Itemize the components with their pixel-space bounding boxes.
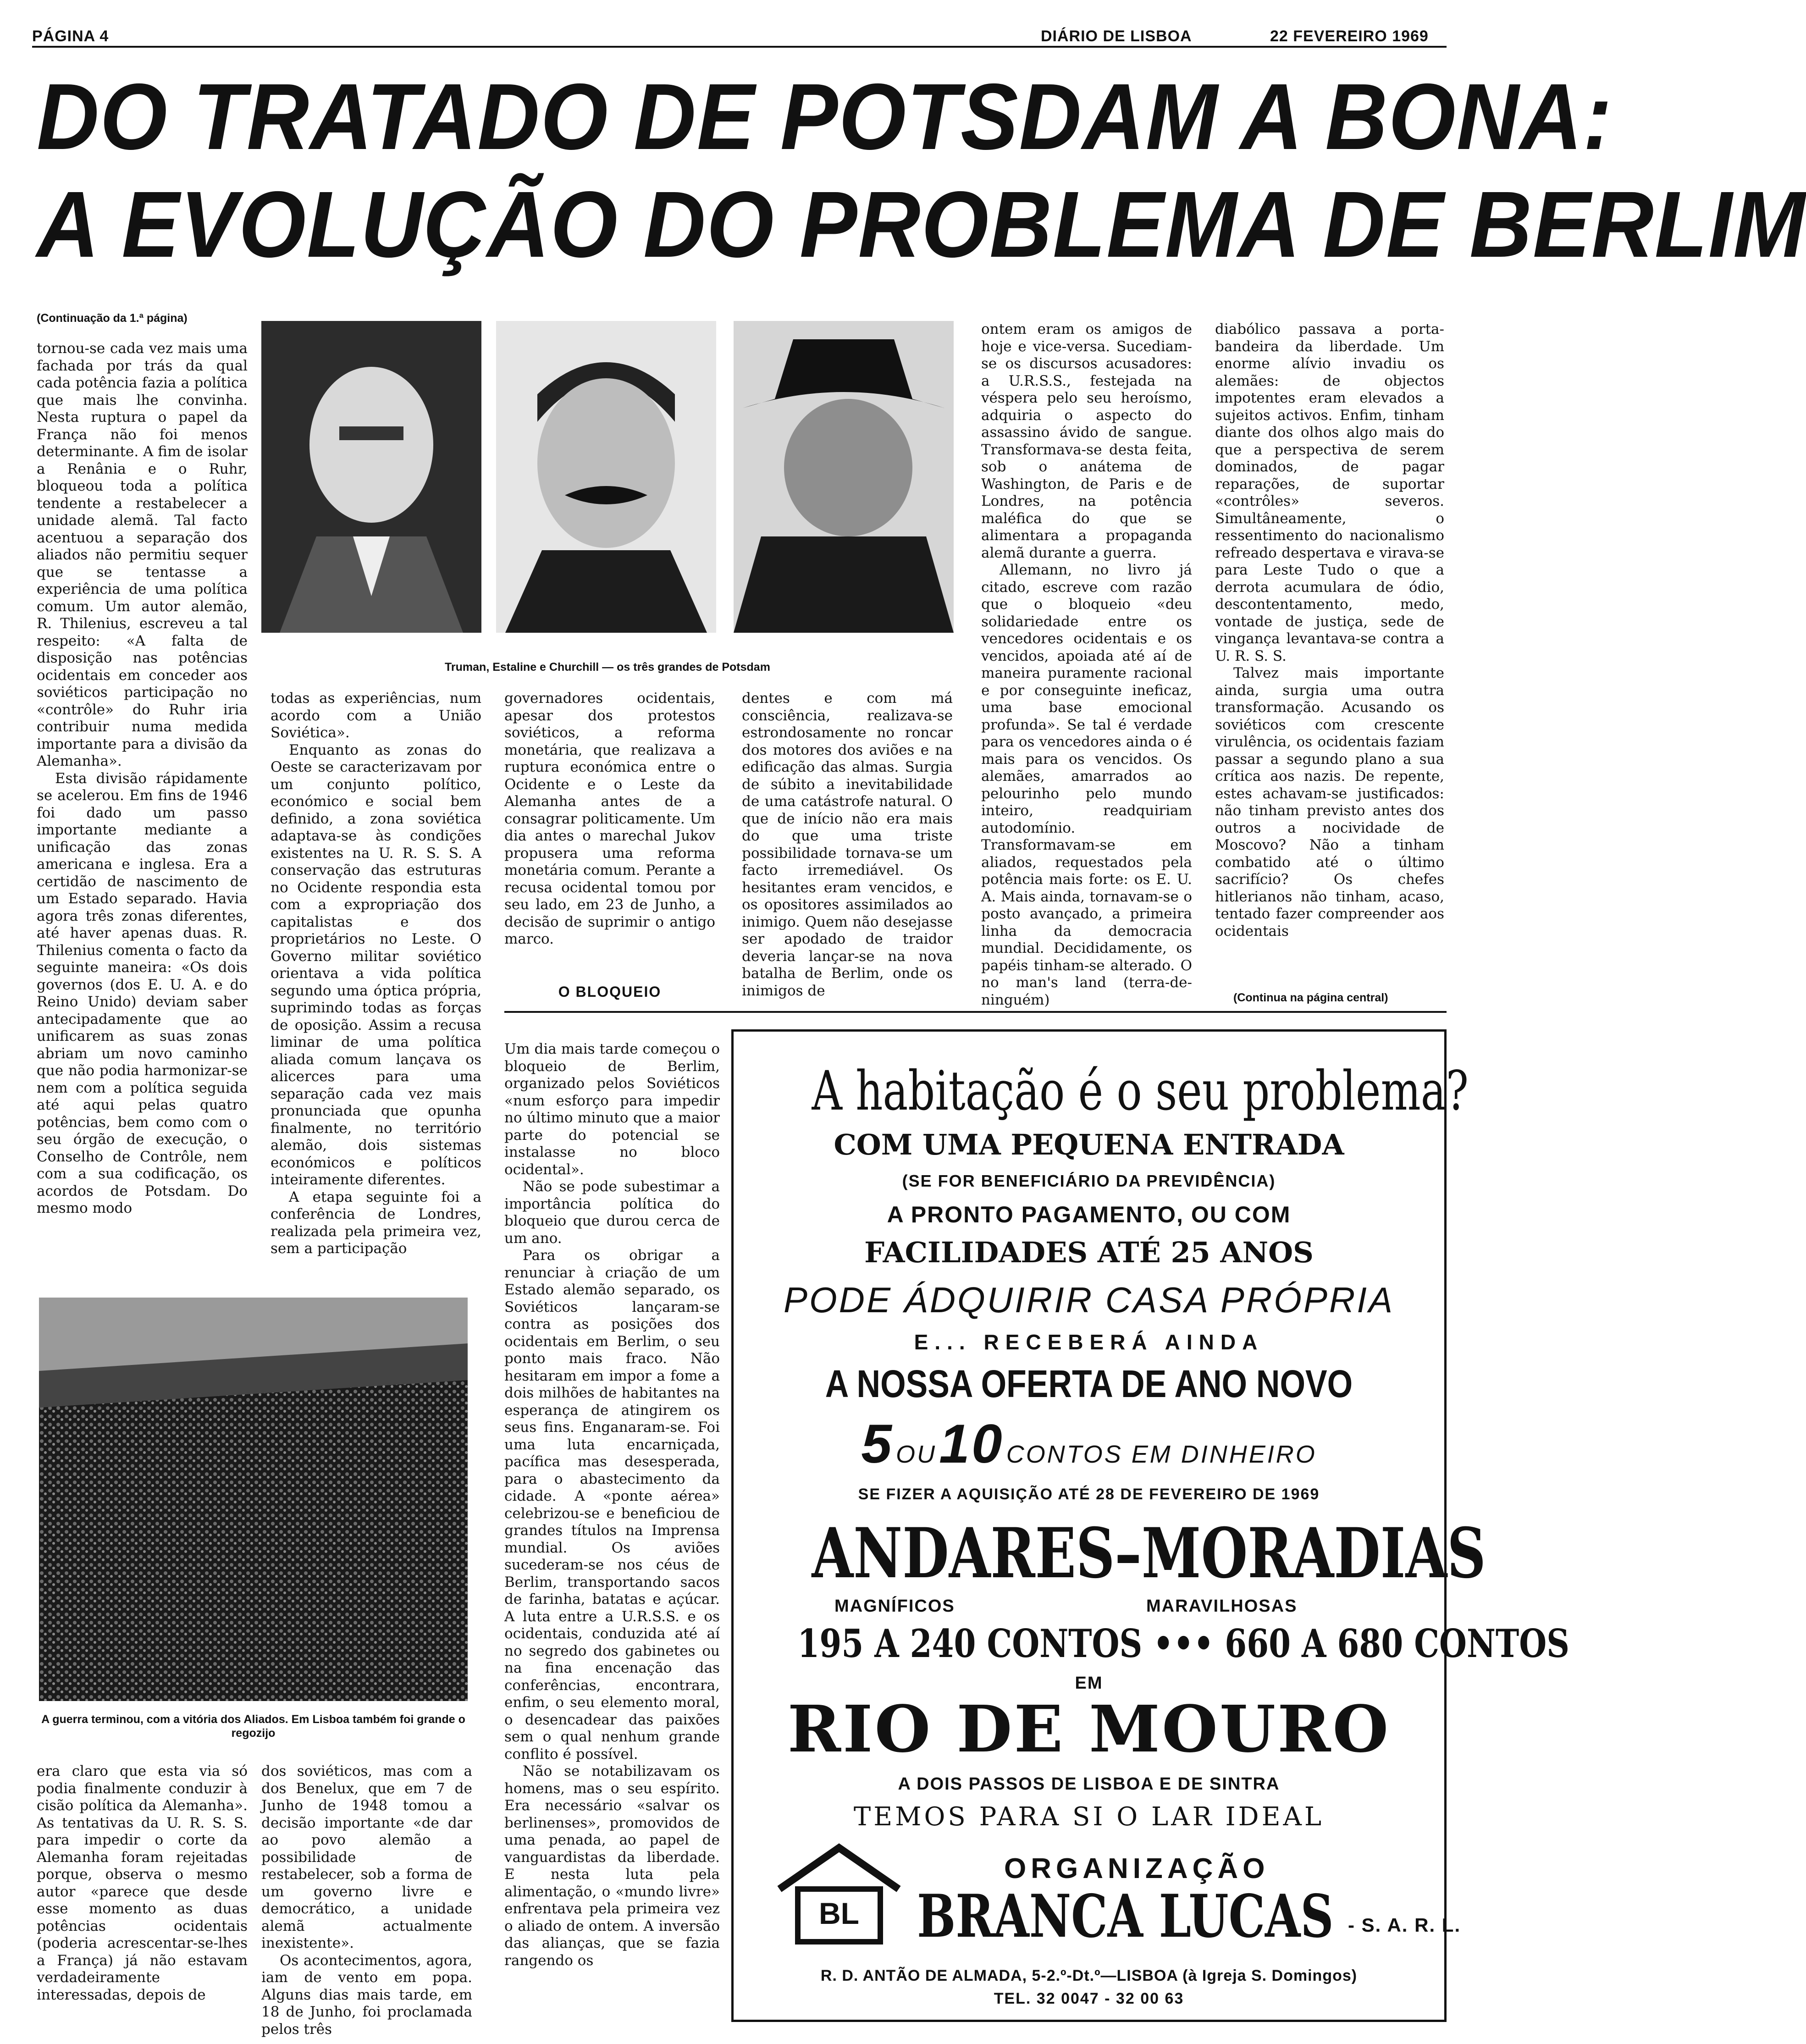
crowd-image [39,1298,468,1701]
ad-maravilhosas: MARAVILHOSAS [1146,1597,1298,1616]
ad-prices [797,1621,1570,1666]
paragraph: Allemann, no livro já citado, escreve com razão que o bloqueio «deu solidariedade entre os vencedores ocidentais e os vencidos, apoiada até aí de maneira puramente racional e por conseguinte ineficaz, uma base emocional profunda». Se tal é verdade para os vencedores ainda o é mais para os vencidos. Os alemães, amarrados ao pelourinho pelo mundo inteiro, readquiriam autodomínio. Transformavam-se em aliados, requestados pela potência mais forte: os E. U. A. Mais ainda, tornavam-se o posto avançado, a primeira linha da democracia mundial. Decididamente, os papéis tinham-se alterado. O no man's land (terra-de-ninguém) [981,562,1192,1008]
col2-top [271,690,481,1286]
amount-10: 10 [939,1413,1004,1475]
photo-top-caption: Truman, Estaline e Churchill — os três grandes de Potsdam [445,661,770,674]
logo-text: BL [819,1896,859,1930]
ad-organizacao: ORGANIZAÇÃO [1004,1853,1270,1884]
amount-5: 5 [861,1413,894,1475]
churchill-portrait [734,321,954,633]
col3-top [504,690,715,965]
ad-em: EM [1075,1674,1103,1693]
ad-place-sub: A DOIS PASSOS DE LISBOA E DE SINTRA [898,1774,1280,1794]
paragraph: todas as experiências, num acordo com a União Soviética». [271,690,481,741]
paragraph: tornou-se cada vez mais uma fachada por trás da qual cada potência fazia a política que mais lhe convinha. Nesta ruptura o papel da França não foi menos determinante. A fim de isolar a Renânia e o Ruhr, bloqueou toda a política tendente a restabelecer a unidade alemã. Tal facto acentuou a separação dos aliados não permitiu sequer que se tentasse a experiência de uma política comum. Um autor alemão, R. Thilenius, escreveu a tal respeito: «A falta de disposição nas potências ocidentais em conceder aos soviéticos participação no «contrôle» do Ruhr iria contribuir numa medida importante para a divisão da Alemanha». [37,340,248,769]
ad-telephone: TEL. 32 0047 - 32 00 63 [994,1990,1184,2007]
page-number: PÁGINA 4 [32,28,109,45]
continues-note: (Continua na página central) [1233,991,1388,1004]
truman-portrait [261,321,481,633]
paragraph: A etapa seguinte foi a conferência de Londres, realizada pela primeira vez, sem a participação [271,1188,481,1257]
company-name: BRANCA LUCAS [917,1882,1334,1951]
ad-place: RIO DE MOURO [787,1692,1391,1767]
col4-top [742,690,953,1011]
paragraph: Para os obrigar a renunciar à criação de um Estado alemão separado, os Soviéticos lançaram-se contra as posições dos ocidentais em Berlim, o seu ponto mais fraco. Não hesitaram em impor a fome a dois milhões de habitantes na esperança de atingirem os seus fins. Enganaram-se. Foi uma luta encarniçada, pacífica mas desesperada, para o abastecimento da cidade. A «ponte aérea» celebrizou-se e beneficiou de grandes títulos na Imprensa mundial. Os aviões sucederam-se nos céus de Berlim, transportando sacos de farinha, batatas e açúcar. A luta entre a U.R.S.S. e os ocidentais, conduzida até aí no segredo dos gabinetes ou na fina encenação das conferências, encontrara, enfim, o seu elemento moral, o desencadear das paixões sem o qual nenhum grande conflito é possível. [504,1247,720,1762]
ad-headline: A habitação é o seu problema? [812,1059,1469,1122]
col6-top [1215,321,1444,990]
paragraph: Não se pode subestimar a importância política do bloqueio que durou cerca de um ano. [504,1178,720,1247]
headline-line-2: A EVOLUÇÃO DO PROBLEMA DE BERLIM [37,172,1806,277]
company-suffix: - S. A. R. L. [1348,1914,1461,1936]
paragraph: Esta divisão rápidamente se acelerou. Em fins de 1946 foi dado um passo importante mediante a unificação das zonas americana e inglesa. Era a certidão de nascimento de um Estado separado. Havia agora três zonas diferentes, até haver apenas duas. R. Thilenius comenta o facto da seguinte maneira: «Os dois governos (dos E. U. A. e do Reino Unido) deviam saber antecipadamente que ao unificarem as suas zonas abriam um novo caminho que não podia harmonizar-se nem com a política seguida até aqui pelas quatro potências, bem como com o seu órgão de execução, o Conselho de Contrôle, nem com a sua codificação, os acordos de Potsdam. Do mesmo modo [37,770,248,1216]
photo-stalin [496,321,716,633]
photo-crowd [39,1298,468,1701]
ad-line-5: PODE ÁDQUIRIR CASA PRÓPRIA [783,1280,1394,1320]
paragraph: diabólico passava a porta-bandeira da liberdade. Um enorme alívio invadiu os alemães: de objectos impotentes eram elevados a sujeitos activos. Enfim, tinham diante dos olhos algo mais do que a perspectiva de serem dominados, de pagar reparações, de suportar «contrôles» severos. Simultâneamente, o ressentimento do nacionalismo refreado despertava e virava-se para Leste Tudo o que a derrota acumulara de ódio, descontentamento, medo, vontade de justiça, sede de vingança levantava-se contra a U. R. S. S. [1215,321,1444,664]
ad-temos: TEMOS PARA SI O LAR IDEAL [853,1802,1325,1832]
price-separator: ••• [1153,1621,1214,1666]
ad-line-3: A PRONTO PAGAMENTO, OU COM [887,1202,1291,1227]
advertisement [731,1029,1570,2022]
ad-line-7: A NOSSA OFERTA DE ANO NOVO [825,1362,1353,1405]
headline-line-1: DO TRATADO DE POTSDAM A BONA: [37,64,1613,169]
ad-line-2: (SE FOR BENEFICIÁRIO DA PREVIDÊNCIA) [902,1171,1276,1190]
price-range-2: 660 A 680 CONTOS [1225,1621,1570,1666]
paragraph: Talvez mais importante ainda, surgia uma outra transformação. Acusando os soviéticos com crescente virulência, os ocidentais faziam passar a segundo plano a sua crítica aos nazis. De repente, estes achavam-se justificados: não tinham previsto antes dos outros a nocividade de Moscovo? Não a tinham combatido até o último sacrifício? Os chefes hitlerianos não tinham, acaso, tentado fazer compreender aos ocidentais [1215,665,1444,939]
paragraph: dentes e com má consciência, realizava-se estrondosamente no roncar dos motores dos aviões e na edificação das almas. Surgia de súbito a inevitabilidade de uma catástrofe natural. O que de início não era mais do que uma triste possibilidade tornava-se um facto irremediável. Os hesitantes eram vencidos, e os opositores assimilados ao inimigo. Quem não desejasse ser apodado de traidor deveria lançar-se na nova batalha de Berlim, onde os inimigos de [742,690,953,999]
paragraph: era claro que esta via só podia finalmente conduzir à cisão política da Alemanha». As tentativas da U. R. S. S. para impedir o corte da Alemanha foram rejeitadas porque, observa o mesmo autor «parece que desde esse momento as duas potências ocidentais (poderia acrescentar-se-lhes a França) já não estavam verdadeiramente interessadas, depois de [37,1763,248,2003]
ad-andares: ANDARES–MORADIAS [812,1513,1486,1594]
amount-ou: OU [896,1441,937,1468]
paragraph: Não se notabilizavam os homens, mas o seu espírito. Era necessário «salvar os berlinenses», promovidos de uma penada, ao papel de vanguardistas da liberdade. E nesta luta pela alimentação, o «mundo livre» enfrentava pela primeira vez o aliado de ontem. A inversão das alianças, que se fazia rangendo os [504,1763,720,1969]
col1-bottom [37,1763,248,2029]
paragraph: Os acontecimentos, agora, iam de vento em popa. Alguns dias mais tarde, em 18 de Junho, foi proclamada pelos três [261,1952,472,2038]
bloqueio-title: O BLOQUEIO [558,983,662,1000]
ad-magnificos: MAGNÍFICOS [834,1597,955,1616]
header-rule [32,46,1447,48]
photo-truman [261,321,481,633]
bloqueio-column [504,1041,720,2027]
col5-top [981,321,1192,1018]
col2-bottom [261,1763,472,2038]
continuation-note: (Continuação da 1.ª página) [37,312,188,325]
issue-date: 22 FEVEREIRO 1969 [1270,28,1429,45]
section-rule [504,1011,1447,1013]
newspaper-name: DIÁRIO DE LISBOA [1041,28,1192,45]
house-icon [770,1839,908,1949]
stalin-portrait [496,321,716,633]
ad-amounts [734,1412,1444,1475]
ad-address: R. D. ANTÃO DE ALMADA, 5-2.º-Dt.º—LISBOA (à Igreja S. Domingos) [820,1967,1358,1984]
paragraph: governadores ocidentais, apesar dos protestos soviéticos, a reforma monetária, que realizava a ruptura económica entre o Ocidente e o Leste da Alemanha antes de a consagrar politicamente. Um dia antes o marechal Jukov propusera uma reforma monetária comum. Perante a recusa ocidental tomou por seu lado, em 23 de Junho, a decisão de suprimir o antigo marco. [504,690,715,947]
ad-deadline: SE FIZER A AQUISIÇÃO ATÉ 28 DE FEVEREIRO DE 1969 [858,1486,1320,1503]
paragraph: Enquanto as zonas do Oeste se caracterizavam por um conjunto político, económico e social bem definido, a zona soviética adaptava-se às condições existentes na U. R. S. S. A conservação das estruturas no Ocidente respondia esta com a expropriação dos capitalistas e dos proprietários no Leste. O Governo militar soviético orientava a vida política segundo uma óptica própria, suprimindo todas as forças de oposição. Assim a recusa liminar de uma política aliada comum lançava os alicerces para uma separação cada vez mais pronunciada que opunha finalmente, no território alemão, dois sistemas económicos e políticos inteiramente diferentes. [271,741,481,1188]
photo-churchill [734,321,954,633]
paragraph: dos soviéticos, mas com a dos Benelux, que em 7 de Junho de 1948 tomou a decisão importante «de dar ao povo alemão a possibilidade de restabelecer, sob a forma de um governo livre e democrático, a unidade alemã actualmente inexistente». [261,1763,472,1951]
ad-line-4: FACILIDADES ATÉ 25 ANOS [864,1236,1314,1269]
bl-logo [770,1839,908,1949]
paragraph: Um dia mais tarde começou o bloqueio de Berlim, organizado pelos Soviéticos «num esforço para impedir no último minuto que a maior parte do potencial se instalasse no bloco ocidental». [504,1041,720,1178]
col1-top [37,340,248,1257]
photo-crowd-caption: A guerra terminou, com a vitória dos Aliados. Em Lisboa também foi grande o regozijo [41,1713,465,1740]
ad-line-6: E... RECEBERÁ AINDA [914,1330,1264,1354]
price-range-1: 195 A 240 CONTOS [797,1621,1143,1666]
paragraph: ontem eram os amigos de hoje e vice-versa. Sucediam-se os discursos acusadores: a U.R.S.S., festejada na véspera pelo seu heroísmo, adquiria o aspecto do assassino ávido de sangue. Transformava-se desta feita, sob o anátema de Washington, de Paris e de Londres, na potência maléfica do que se alimentara a propaganda alemã durante a guerra. [981,321,1192,561]
amount-tail: CONTOS EM DINHEIRO [1006,1441,1317,1468]
ad-line-1: COM UMA PEQUENA ENTRADA [834,1128,1344,1161]
